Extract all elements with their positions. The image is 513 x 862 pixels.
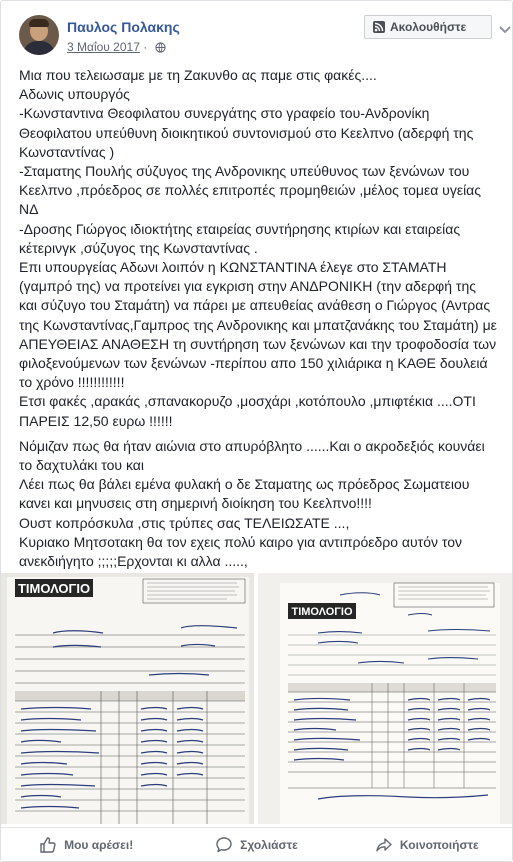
post-actions (1, 827, 512, 862)
author-name[interactable]: Παυλος Πολακης (67, 19, 180, 35)
post-date[interactable]: 3 Μαΐου 2017 (67, 40, 140, 54)
share-icon (375, 836, 393, 854)
like-label: Μου αρέσει! (64, 838, 134, 852)
comment-label: Σχολιάστε (240, 838, 298, 852)
invoice-title: ΤΙΜΟΛΟΓΙΟ (17, 581, 91, 596)
post-images (1, 573, 512, 824)
post-paragraph: Μια που τελειωσαμε με τη Ζακυνθο ας παμε στις φακές.... Αδωνις υπουργός -Κωνσταντινα Θεοφιλατου συνεργάτης στο γραφείο του-Ανδρονίκη Θεοφιλατου υπεύθυνη διοικητικού συντονισμού στο Κεελπνο (αδερφή της Κωνσταντίνας ) -Σταματης Πουλής σύζυγος της Ανδρονικης υπεύθυνος των ξενώνων του Κεελπνο ,πρόεδρος σε πολλές επιτροπές προμηθειών ,μέλος τομεα υγείας ΝΔ -Δροσης Γιώργος ιδιοκτήτης εταιρείας συντήρησης κτιρίων και εταιρείας κέτερινγκ ,σύζυγος της Κωνσταντίνας . Επι υπουργείας Αδωνι λοιπόν η ΚΩΝΣΤΑΝΤΙΝΑ έλεγε στο ΣΤΑΜΑΤΗ (γαμπρό της) να προτείνει για εγκριση στην ΑΝΔΡΟΝΙΚΗ (την αδερφή της και σύζυγο του Σταμάτη) να πάρει με απευθείας ανάθεση ο Γιώργος (Αντρας της Κωνσταντίνας,Γαμπρος της Ανδρονικης και μπατζανάκης του Σταμάτη) με ΑΠΕΥΘΕΙΑΣ ΑΝΑΘΕΣΗ τη συντήρηση των ξενώνων και την τροφοδοσία των φιλοξενούμενων των ξενώνων -περίπου απο 150 χιλιάρικα η ΚΑΘΕ δουλειά το χρόνο !!!!!!!!!!!! Ετσι φακές ,αρακάς ,σπανακορυζο ,μοσχάρι ,κοτόπουλο ,μπιφτέκια ....ΟΤΙ ΠΑΡΕΙΣ 12,50 ευρω !!!!!! (19, 67, 497, 429)
chevron-down-icon[interactable] (499, 21, 511, 39)
post-paragraph: Νόμιζαν πως θα ήταν αιώνια στο απυρόβλητο ......Και ο ακροδεξιός κουνάει το δαχτυλάκι του και Λέει πως θα βάλει εμένα φυλακή ο δε Σταματης ως πρόεδρος Σωματειου κανει και μηνυσεις στη σημερινή διοίκηση του Κεελπνο!!!! Ουστ κοπρόσκυλα ,στις τρύπες σας ΤΕΛΕΙΩΣΑΤΕ ..., Κυριακο Μητσοτακη θα τον εχεις πολύ καιρο για αντιπρόεδρο αυτόν τον ανεκδιήγητο ;;;;;Ερχονται κι αλλα ....., (19, 437, 485, 570)
author-avatar[interactable] (19, 15, 59, 55)
invoice-title: ΤΙΜΟΛΟΓΙΟ (291, 606, 353, 618)
share-button[interactable] (342, 828, 512, 862)
rss-icon (373, 21, 385, 33)
post-text (19, 66, 497, 571)
meta-separator: · (143, 40, 148, 54)
globe-icon (155, 42, 166, 56)
follow-label: Ακολουθήστε (390, 20, 467, 34)
post-header (19, 13, 499, 57)
like-button[interactable] (1, 828, 171, 862)
follow-button[interactable] (364, 15, 492, 39)
share-label: Κοινοποιήστε (399, 838, 479, 852)
invoice-photo[interactable] (1, 573, 254, 824)
post-meta (67, 40, 166, 56)
comment-button[interactable] (171, 828, 341, 862)
comment-icon (215, 836, 233, 854)
invoice-photo[interactable] (258, 573, 512, 824)
thumbs-up-icon (39, 836, 57, 854)
